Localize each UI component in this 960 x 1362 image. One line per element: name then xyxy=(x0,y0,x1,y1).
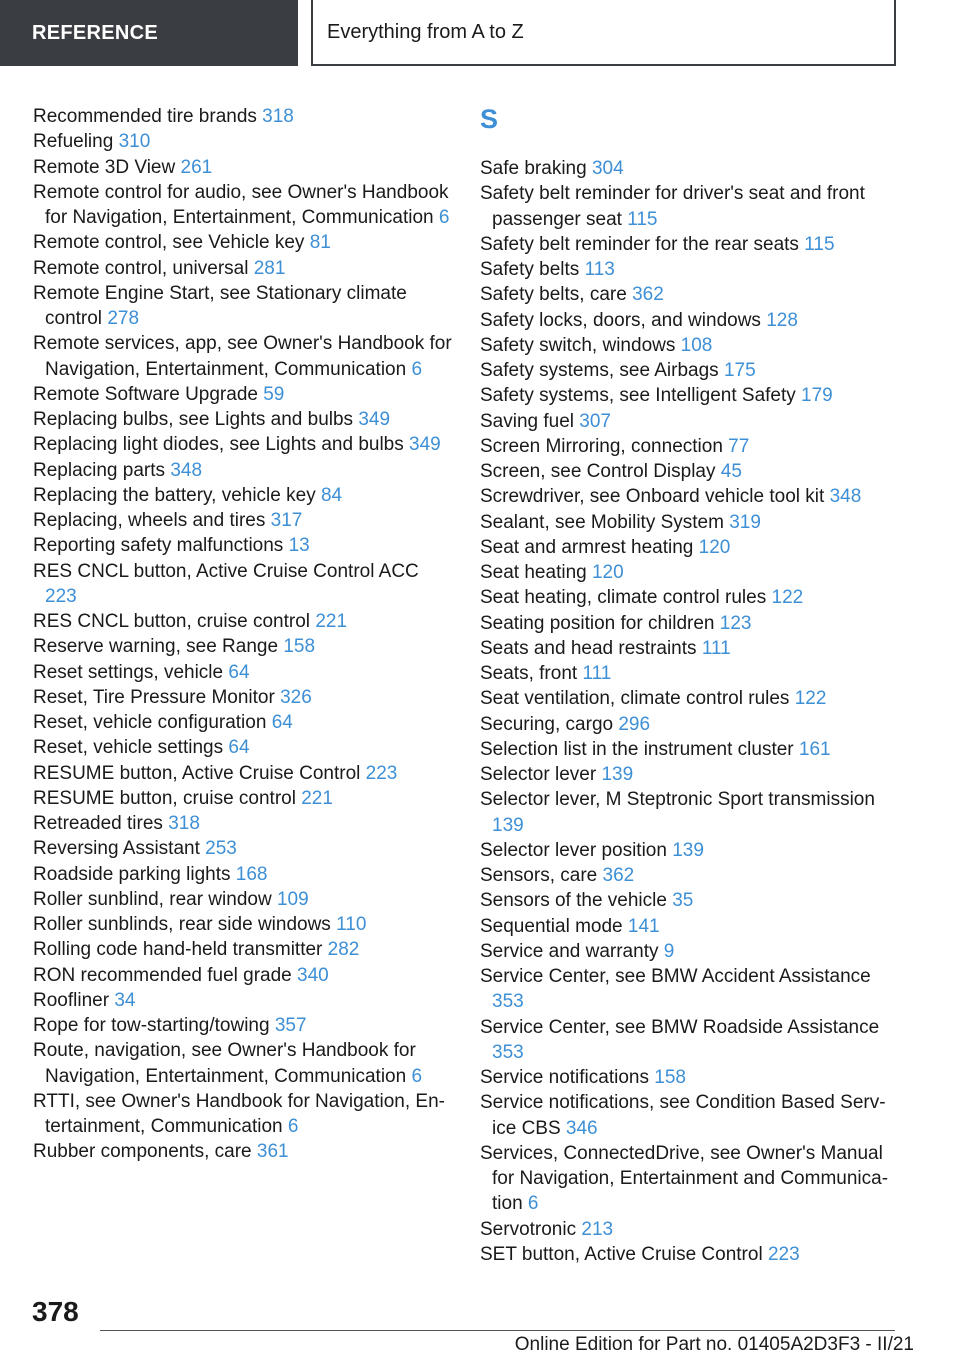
index-entry-text: Servotronic xyxy=(480,1218,577,1240)
index-entry-text: Seats and head restraints xyxy=(480,637,697,659)
index-entry-page-link[interactable]: 110 xyxy=(336,914,367,935)
index-entry xyxy=(480,838,900,863)
index-entry-text: Replacing parts xyxy=(33,459,166,481)
index-entry-text: Reset settings, vehicle xyxy=(33,661,224,683)
index-entry xyxy=(480,535,900,560)
index-entry-page-link[interactable]: 357 xyxy=(274,1015,307,1036)
index-entry-page-link[interactable]: 310 xyxy=(118,131,151,153)
index-entry-text: Sealant, see Mobility System xyxy=(480,511,724,533)
index-entry-text: Rolling code hand-held transmitter xyxy=(33,939,323,961)
index-entry xyxy=(480,585,900,610)
index-entry-text: Remote services, app, see Owner's Handbook for Navigation, Entertainment, Communication xyxy=(33,333,452,380)
index-entry xyxy=(480,409,900,434)
index-entry xyxy=(33,786,453,811)
index-entry xyxy=(480,914,900,939)
index-entry xyxy=(33,407,453,432)
index-entry xyxy=(480,686,900,711)
index-entry-text: RON recommended fuel grade xyxy=(33,964,292,986)
index-entry-page-link[interactable]: 340 xyxy=(297,964,329,986)
index-entry-page-link[interactable]: 307 xyxy=(579,410,611,432)
index-entry-text: Route, navigation, see Owner's Handbook for Navigation, Entertainment, Communication xyxy=(33,1040,416,1087)
index-entry xyxy=(480,181,900,232)
index-entry xyxy=(33,735,453,760)
index-entry xyxy=(480,762,900,787)
index-entry-text: Seat heating xyxy=(480,562,587,583)
index-entry-text: Selection list in the instrument cluster xyxy=(480,738,794,760)
index-entry-text: Roadside parking lights xyxy=(33,863,231,885)
index-entry-text: Safety systems, see Airbags xyxy=(480,360,719,381)
index-entry-text: Service and warranty xyxy=(480,940,659,962)
index-entry-text: Safety locks, doors, and windows xyxy=(480,309,761,331)
index-entry xyxy=(480,1090,900,1141)
index-entry-text: RESUME button, Active Cruise Control xyxy=(33,762,361,784)
index-entry xyxy=(33,508,453,533)
index-entry-page-link[interactable]: 282 xyxy=(327,939,360,961)
index-entry-text: Selector lever xyxy=(480,764,597,785)
index-entry xyxy=(33,912,453,937)
index-entry xyxy=(33,331,453,382)
index-entries-s xyxy=(480,156,900,1267)
index-entry xyxy=(33,1013,453,1038)
index-entry-text: Remote control, universal xyxy=(33,257,249,279)
index-entry-text: Reporting safety malfunctions xyxy=(33,535,284,557)
index-entry xyxy=(33,180,453,231)
index-entry xyxy=(33,811,453,836)
index-entry xyxy=(480,611,900,636)
index-entry-text: Screen, see Control Display xyxy=(480,461,716,482)
index-entry-page-link[interactable]: 141 xyxy=(627,915,660,937)
index-entry xyxy=(33,432,453,457)
index-entry-text: Seat and armrest heating xyxy=(480,536,694,558)
index-entry-text: Replacing bulbs, see Lights and bulbs xyxy=(33,409,354,430)
index-entry-page-link[interactable]: 304 xyxy=(591,158,624,179)
index-entry-text: Remote Engine Start, see Stationary climate control xyxy=(33,282,407,329)
index-entry xyxy=(33,382,453,407)
index-entry xyxy=(33,559,453,610)
index-entry-page-link[interactable]: 81 xyxy=(309,232,331,254)
page-header xyxy=(0,0,960,66)
index-entry xyxy=(33,483,453,508)
index-entry-text: Rope for tow-starting/towing xyxy=(33,1015,270,1036)
index-entry xyxy=(33,1089,453,1140)
index-entry xyxy=(480,1141,900,1217)
index-entry-page-link[interactable]: 6 xyxy=(287,1116,299,1137)
index-entry xyxy=(480,358,900,383)
index-entry-text: Retreaded tires xyxy=(33,813,163,834)
index-entry xyxy=(480,939,900,964)
index-entry xyxy=(33,660,453,685)
index-entry-page-link[interactable]: 281 xyxy=(253,257,286,279)
index-entry-text: Replacing light diodes, see Lights and bulbs xyxy=(33,434,404,456)
index-entry-page-link[interactable]: 349 xyxy=(409,434,441,456)
index-entry-text: Safety belt reminder for the rear seats xyxy=(480,233,799,255)
index-entry xyxy=(33,609,453,634)
index-entry-page-link[interactable]: 278 xyxy=(107,308,140,329)
index-entry xyxy=(480,484,900,509)
index-entry-page-link[interactable]: 348 xyxy=(829,486,862,508)
index-entry-text: Safety belts, care xyxy=(480,284,627,306)
index-entry-text: Remote control for audio, see Owner's Handbook for Navigation, Entertainment, Communication xyxy=(33,181,449,228)
index-entry-page-link[interactable]: 45 xyxy=(720,461,742,482)
footer-divider xyxy=(100,1330,895,1331)
index-entry-page-link[interactable]: 9 xyxy=(663,940,675,962)
index-entry xyxy=(33,685,453,710)
index-entry-text: Safe braking xyxy=(480,158,587,179)
index-entry-page-link[interactable]: 123 xyxy=(719,612,752,634)
index-entry-text: Service Center, see BMW Roadside Assistance xyxy=(480,1016,880,1038)
index-entry-text: Roller sunblinds, rear side windows xyxy=(33,914,331,935)
index-column-left xyxy=(33,104,453,1165)
index-entry-text: RES CNCL button, Active Cruise Control ACC xyxy=(33,560,419,582)
index-entry-text: Remote Software Upgrade xyxy=(33,383,258,405)
index-entry xyxy=(480,712,900,737)
index-entry xyxy=(33,761,453,786)
index-entry-page-link[interactable]: 353 xyxy=(492,1041,524,1063)
chapter-title: Everything from A to Z xyxy=(311,0,896,66)
index-entry xyxy=(33,937,453,962)
index-entry xyxy=(33,1139,453,1164)
index-entry-page-link[interactable]: 158 xyxy=(283,636,316,658)
index-entry-text: Roller sunblind, rear window xyxy=(33,888,272,910)
index-entry-text: Seating position for children xyxy=(480,612,715,634)
index-entry-page-link[interactable]: 108 xyxy=(680,334,713,356)
index-entry xyxy=(480,156,900,181)
index-entry xyxy=(480,434,900,459)
index-entry-page-link[interactable]: 34 xyxy=(114,989,136,1011)
index-entry xyxy=(480,257,900,282)
page-number: 378 xyxy=(32,1296,79,1327)
index-entry-page-link[interactable]: 318 xyxy=(262,106,294,127)
index-entry-page-link[interactable]: 221 xyxy=(315,611,348,632)
index-entry-page-link[interactable]: 362 xyxy=(632,284,664,306)
index-entry xyxy=(33,256,453,281)
section-label: REFERENCE xyxy=(0,0,298,66)
index-entry-text: Safety belts xyxy=(480,259,580,280)
index-entry xyxy=(480,383,900,408)
index-entry xyxy=(480,333,900,358)
index-entry-text: Screen Mirroring, connection xyxy=(480,435,723,457)
index-entry-text: Remote 3D View xyxy=(33,156,176,178)
index-entry-page-link[interactable]: 213 xyxy=(581,1218,614,1240)
index-entry-text: SET button, Active Cruise Control xyxy=(480,1243,763,1265)
index-entry-page-link[interactable]: 161 xyxy=(798,738,831,760)
index-entry-page-link[interactable]: 120 xyxy=(698,536,731,558)
index-entry-text: Reset, vehicle configuration xyxy=(33,712,267,733)
index-entry-page-link[interactable]: 109 xyxy=(276,888,309,910)
index-entry-text: Selector lever, M Steptronic Sport transmission xyxy=(480,789,875,811)
index-entry xyxy=(33,887,453,912)
index-entry-page-link[interactable]: 35 xyxy=(672,890,694,912)
index-entry xyxy=(480,459,900,484)
index-entry-text: Service notifications, see Condition Based Service CBS xyxy=(480,1092,886,1139)
index-entry-text: Safety belt reminder for driver's seat and front passenger seat xyxy=(480,183,865,230)
index-entry xyxy=(33,988,453,1013)
index-entry-page-link[interactable]: 77 xyxy=(728,435,750,457)
index-entry xyxy=(33,281,453,332)
index-entry xyxy=(33,836,453,861)
index-entry xyxy=(33,634,453,659)
index-entry xyxy=(480,560,900,585)
index-section-letter: S xyxy=(480,104,499,134)
index-entry-page-link[interactable]: 175 xyxy=(723,360,756,381)
index-entry-page-link[interactable]: 317 xyxy=(270,510,303,531)
index-entry-text: Sensors, care xyxy=(480,865,598,886)
index-entry-page-link[interactable]: 139 xyxy=(601,764,634,785)
index-entry xyxy=(33,1038,453,1089)
index-entry-page-link[interactable]: 349 xyxy=(358,409,391,430)
index-entry xyxy=(480,888,900,913)
index-entry-text: Sequential mode xyxy=(480,915,623,937)
index-entry-text: Rubber components, care xyxy=(33,1141,252,1163)
index-entry-text: Reset, vehicle settings xyxy=(33,737,224,759)
index-entry xyxy=(480,1015,900,1066)
index-entry-page-link[interactable]: 122 xyxy=(771,587,804,609)
index-entry-page-link[interactable]: 348 xyxy=(170,459,203,481)
index-entry-page-link[interactable]: 353 xyxy=(492,991,524,1013)
index-entry-page-link[interactable]: 179 xyxy=(801,385,833,407)
index-entry-page-link[interactable]: 221 xyxy=(301,787,333,809)
index-entry-page-link[interactable]: 6 xyxy=(411,1065,423,1087)
index-entry xyxy=(480,1242,900,1267)
index-entry xyxy=(33,862,453,887)
index-entry-page-link[interactable]: 261 xyxy=(180,156,213,178)
index-entry-page-link[interactable]: 59 xyxy=(263,383,285,405)
index-entry xyxy=(33,710,453,735)
index-entry xyxy=(480,661,900,686)
index-entry-text: Securing, cargo xyxy=(480,713,614,735)
index-entry-text: Safety switch, windows xyxy=(480,334,676,356)
index-entry xyxy=(480,787,900,838)
index-entry xyxy=(33,104,453,129)
index-column-right xyxy=(480,104,900,1267)
index-entry-page-link[interactable]: 362 xyxy=(602,865,635,886)
index-entry-page-link[interactable]: 84 xyxy=(320,484,343,506)
index-entry-page-link[interactable]: 318 xyxy=(168,813,200,834)
index-entry-text: Sensors of the vehicle xyxy=(480,890,667,912)
index-entry-text: Screwdriver, see Onboard vehicle tool kit xyxy=(480,486,825,508)
index-entry-text: Reserve warning, see Range xyxy=(33,636,279,658)
index-entry-text: Reset, Tire Pressure Monitor xyxy=(33,686,275,708)
index-entry-page-link[interactable]: 64 xyxy=(228,661,250,683)
index-entry-page-link[interactable]: 296 xyxy=(618,713,651,735)
index-entry-text: RESUME button, cruise control xyxy=(33,787,296,809)
index-entry-text: Replacing, wheels and tires xyxy=(33,510,266,531)
index-entry-page-link[interactable]: 111 xyxy=(582,663,612,684)
index-entry xyxy=(33,155,453,180)
footer-edition: Online Edition for Part no. 01405A2D3F3 - II/21 xyxy=(514,1334,914,1355)
index-entry-page-link[interactable]: 223 xyxy=(767,1243,800,1265)
index-entry-text: Safety systems, see Intelligent Safety xyxy=(480,385,796,407)
index-entry xyxy=(480,1217,900,1242)
index-entry-page-link[interactable]: 6 xyxy=(438,207,450,228)
index-entry-text: Services, ConnectedDrive, see Owner's Manual for Navigation, Entertainment and Communication xyxy=(480,1142,889,1215)
index-entry-page-link[interactable]: 64 xyxy=(271,712,293,733)
index-entry-text: RES CNCL button, cruise control xyxy=(33,611,311,632)
index-entry-text: Refueling xyxy=(33,131,114,153)
index-entry xyxy=(33,129,453,154)
index-entry-page-link[interactable]: 111 xyxy=(701,637,731,659)
index-entry-page-link[interactable]: 122 xyxy=(794,688,827,710)
index-entry xyxy=(33,963,453,988)
index-entry-text: Saving fuel xyxy=(480,410,575,432)
index-entry-page-link[interactable]: 115 xyxy=(804,233,835,255)
index-entry-page-link[interactable]: 115 xyxy=(627,208,658,230)
index-entry-text: Seats, front xyxy=(480,663,578,684)
index-entry xyxy=(480,737,900,762)
index-entry xyxy=(480,232,900,257)
index-entry-page-link[interactable]: 158 xyxy=(654,1067,686,1088)
index-entry xyxy=(33,230,453,255)
index-entry-page-link[interactable]: 346 xyxy=(565,1117,598,1139)
index-entry-text: Replacing the battery, vehicle key xyxy=(33,484,316,506)
index-entry-text: Service Center, see BMW Accident Assistance xyxy=(480,966,871,987)
index-entry-text: Selector lever position xyxy=(480,839,667,861)
index-entry-page-link[interactable]: 128 xyxy=(766,309,798,331)
index-entry-text: Seat heating, climate control rules xyxy=(480,587,767,609)
index-entry-page-link[interactable]: 6 xyxy=(527,1193,539,1215)
index-entry-text: RTTI, see Owner's Handbook for Navigation, Entertainment, Communication xyxy=(33,1090,445,1137)
index-entry-page-link[interactable]: 361 xyxy=(256,1141,289,1163)
index-entry-text: Reversing Assistant xyxy=(33,838,200,860)
index-entry-page-link[interactable]: 113 xyxy=(584,259,615,280)
index-entry xyxy=(480,282,900,307)
index-entry-page-link[interactable]: 326 xyxy=(280,686,312,708)
index-entry xyxy=(33,533,453,558)
index-entry xyxy=(480,510,900,535)
index-entry xyxy=(33,458,453,483)
index-entry-text: Service notifications xyxy=(480,1067,649,1088)
index-entry xyxy=(480,636,900,661)
index-entry-text: Remote control, see Vehicle key xyxy=(33,232,305,254)
index-entry xyxy=(480,863,900,888)
index-entry-page-link[interactable]: 223 xyxy=(365,762,398,784)
index-entry-page-link[interactable]: 139 xyxy=(492,814,524,836)
index-entry-page-link[interactable]: 120 xyxy=(591,562,624,583)
index-entry-text: Recommended tire brands xyxy=(33,106,257,127)
index-entry-page-link[interactable]: 13 xyxy=(288,535,310,557)
index-entry xyxy=(480,308,900,333)
index-entry xyxy=(480,1065,900,1090)
index-entry-page-link[interactable]: 6 xyxy=(411,358,423,380)
index-entry xyxy=(480,964,900,1015)
index-entry-page-link[interactable]: 319 xyxy=(729,511,761,533)
index-entry-page-link[interactable]: 168 xyxy=(235,863,268,885)
index-entry-page-link[interactable]: 139 xyxy=(672,839,704,861)
index-entry-page-link[interactable]: 64 xyxy=(228,737,250,759)
index-entry-text: Seat ventilation, climate control rules xyxy=(480,688,790,710)
index-entry-page-link[interactable]: 223 xyxy=(45,585,77,607)
index-entry-page-link[interactable]: 253 xyxy=(205,838,237,860)
index-entry-text: Roofliner xyxy=(33,989,110,1011)
